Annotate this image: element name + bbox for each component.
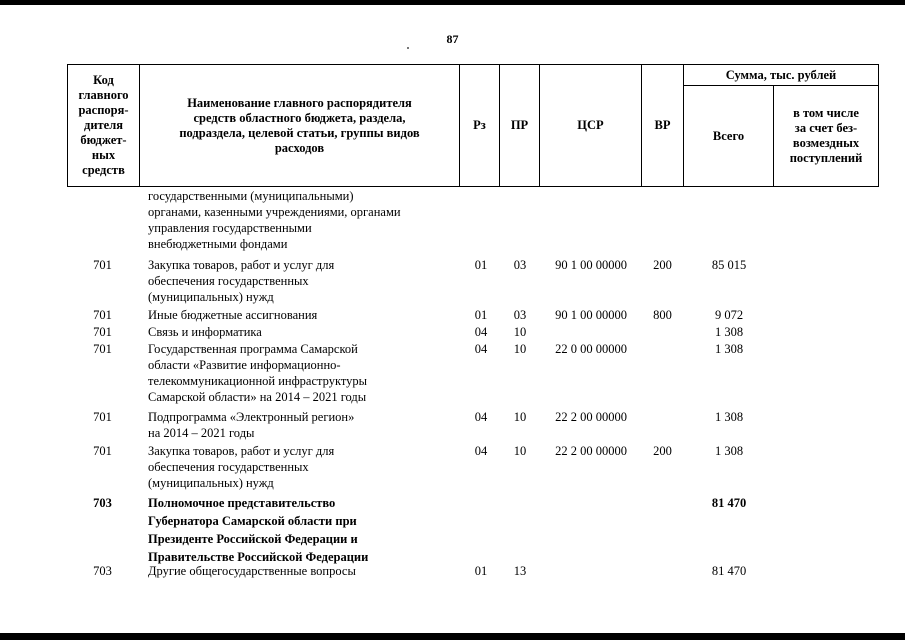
row-rz: 01 xyxy=(474,258,488,272)
row-total: 81 470 xyxy=(711,564,747,578)
row-name-line: Другие общегосударственные вопросы xyxy=(148,564,356,578)
row-name xyxy=(148,257,458,305)
row-pr: 10 xyxy=(513,444,527,458)
row-csr: 90 1 00 00000 xyxy=(555,308,627,322)
row-name-line: государственными (муниципальными) xyxy=(148,189,354,203)
header-name-line: Наименование главного распорядителя xyxy=(187,95,412,110)
row-total: 1 308 xyxy=(714,444,744,458)
header-code-line: Код xyxy=(93,73,114,87)
header-code-line: дителя xyxy=(84,118,123,132)
row-pr: 13 xyxy=(513,564,527,578)
row-total: 9 072 xyxy=(714,308,744,322)
row-pr: 10 xyxy=(513,410,527,424)
scan-speck xyxy=(407,47,409,49)
row-code: 701 xyxy=(93,258,112,272)
header-vr: ВР xyxy=(654,118,671,132)
row-rz: 04 xyxy=(474,444,488,458)
row-total: 1 308 xyxy=(714,342,744,356)
row-pr: 10 xyxy=(513,342,527,356)
row-name-line: внебюджетными фондами xyxy=(148,237,288,251)
header-code-line: главного xyxy=(78,88,129,102)
header-incl xyxy=(774,86,878,186)
header-sum: Сумма, тыс. рублей xyxy=(725,67,837,82)
page-number: 87 xyxy=(446,32,459,46)
row-pr: 03 xyxy=(513,258,527,272)
row-code: 701 xyxy=(93,444,112,458)
row-name-line: (муниципальных) нужд xyxy=(148,476,274,490)
row-name xyxy=(148,307,458,323)
row-name-line: (муниципальных) нужд xyxy=(148,290,274,304)
row-pr: 03 xyxy=(513,308,527,322)
row-rz: 01 xyxy=(474,564,488,578)
row-name-line: Президенте Российской Федерации и xyxy=(148,532,358,546)
row-csr: 22 2 00 00000 xyxy=(555,444,627,458)
row-name xyxy=(148,324,458,340)
row-name-line: Правительстве Российской Федерации xyxy=(148,550,369,564)
row-name-line: Полномочное представительство xyxy=(148,496,336,510)
row-total: 1 308 xyxy=(714,325,744,339)
row-total: 81 470 xyxy=(711,496,747,510)
row-name-line: Закупка товаров, работ и услуг для xyxy=(148,258,335,272)
header-bottom-line xyxy=(67,186,879,187)
row-vr: 800 xyxy=(653,308,672,322)
row-rz: 04 xyxy=(474,342,488,356)
row-name-line: органами, казенными учреждениями, органами xyxy=(148,205,401,219)
row-name xyxy=(148,563,458,579)
row-csr: 90 1 00 00000 xyxy=(555,258,627,272)
header-incl-line: поступлений xyxy=(789,151,863,165)
header-code-line: ных xyxy=(91,148,116,162)
header-name-line: подраздела, целевой статьи, группы видов xyxy=(179,125,420,140)
row-code: 701 xyxy=(93,308,112,322)
row-rz: 01 xyxy=(474,308,488,322)
scan-edge-top xyxy=(0,0,905,5)
row-code: 703 xyxy=(93,564,112,578)
row-name-line: на 2014 – 2021 годы xyxy=(148,426,255,440)
header-total: Всего xyxy=(712,128,745,143)
header-vline xyxy=(878,64,879,187)
row-vr: 200 xyxy=(653,444,672,458)
row-csr: 22 2 00 00000 xyxy=(555,410,627,424)
row-name-line: обеспечения государственных xyxy=(148,460,309,474)
header-name xyxy=(140,65,459,186)
header-pr: ПР xyxy=(510,118,529,132)
header-name-line: расходов xyxy=(274,140,325,155)
row-name-line: области «Развитие информационно- xyxy=(148,358,341,372)
row-name xyxy=(148,188,458,252)
header-code-line: средств xyxy=(82,163,125,177)
row-name-line: телекоммуникационной инфраструктуры xyxy=(148,374,368,388)
row-total: 1 308 xyxy=(714,410,744,424)
header-name-line: средств областного бюджета, раздела, xyxy=(193,110,406,125)
row-name xyxy=(148,494,458,566)
row-total: 85 015 xyxy=(711,258,747,272)
row-rz: 04 xyxy=(474,410,488,424)
row-name xyxy=(148,341,458,405)
header-incl-line: возмездных xyxy=(792,136,860,150)
row-name xyxy=(148,409,458,441)
header-incl-line: за счет без- xyxy=(794,121,858,135)
row-code: 701 xyxy=(93,325,112,339)
row-code: 701 xyxy=(93,342,112,356)
header-code-line: бюджет- xyxy=(80,133,127,147)
header-rz: Рз xyxy=(473,118,486,132)
row-name-line: Подпрограмма «Электронный регион» xyxy=(148,410,355,424)
row-name xyxy=(148,443,458,491)
scan-edge-bottom xyxy=(0,633,905,640)
row-name-line: управления государственными xyxy=(148,221,312,235)
row-name-line: обеспечения государственных xyxy=(148,274,309,288)
header-code xyxy=(68,65,139,186)
row-vr: 200 xyxy=(653,258,672,272)
row-code: 703 xyxy=(93,496,112,510)
header-incl-line: в том числе xyxy=(793,106,859,120)
row-csr: 22 0 00 00000 xyxy=(555,342,627,356)
row-code: 701 xyxy=(93,410,112,424)
header-code-line: распоря- xyxy=(78,103,129,117)
row-name-line: Связь и информатика xyxy=(148,325,262,339)
row-name-line: Государственная программа Самарской xyxy=(148,342,358,356)
header-csr: ЦСР xyxy=(577,118,604,132)
row-name-line: Губернатора Самарской области при xyxy=(148,514,357,528)
row-name-line: Иные бюджетные ассигнования xyxy=(148,308,318,322)
row-rz: 04 xyxy=(474,325,488,339)
row-pr: 10 xyxy=(513,325,527,339)
row-name-line: Самарской области» на 2014 – 2021 годы xyxy=(148,390,367,404)
row-name-line: Закупка товаров, работ и услуг для xyxy=(148,444,335,458)
